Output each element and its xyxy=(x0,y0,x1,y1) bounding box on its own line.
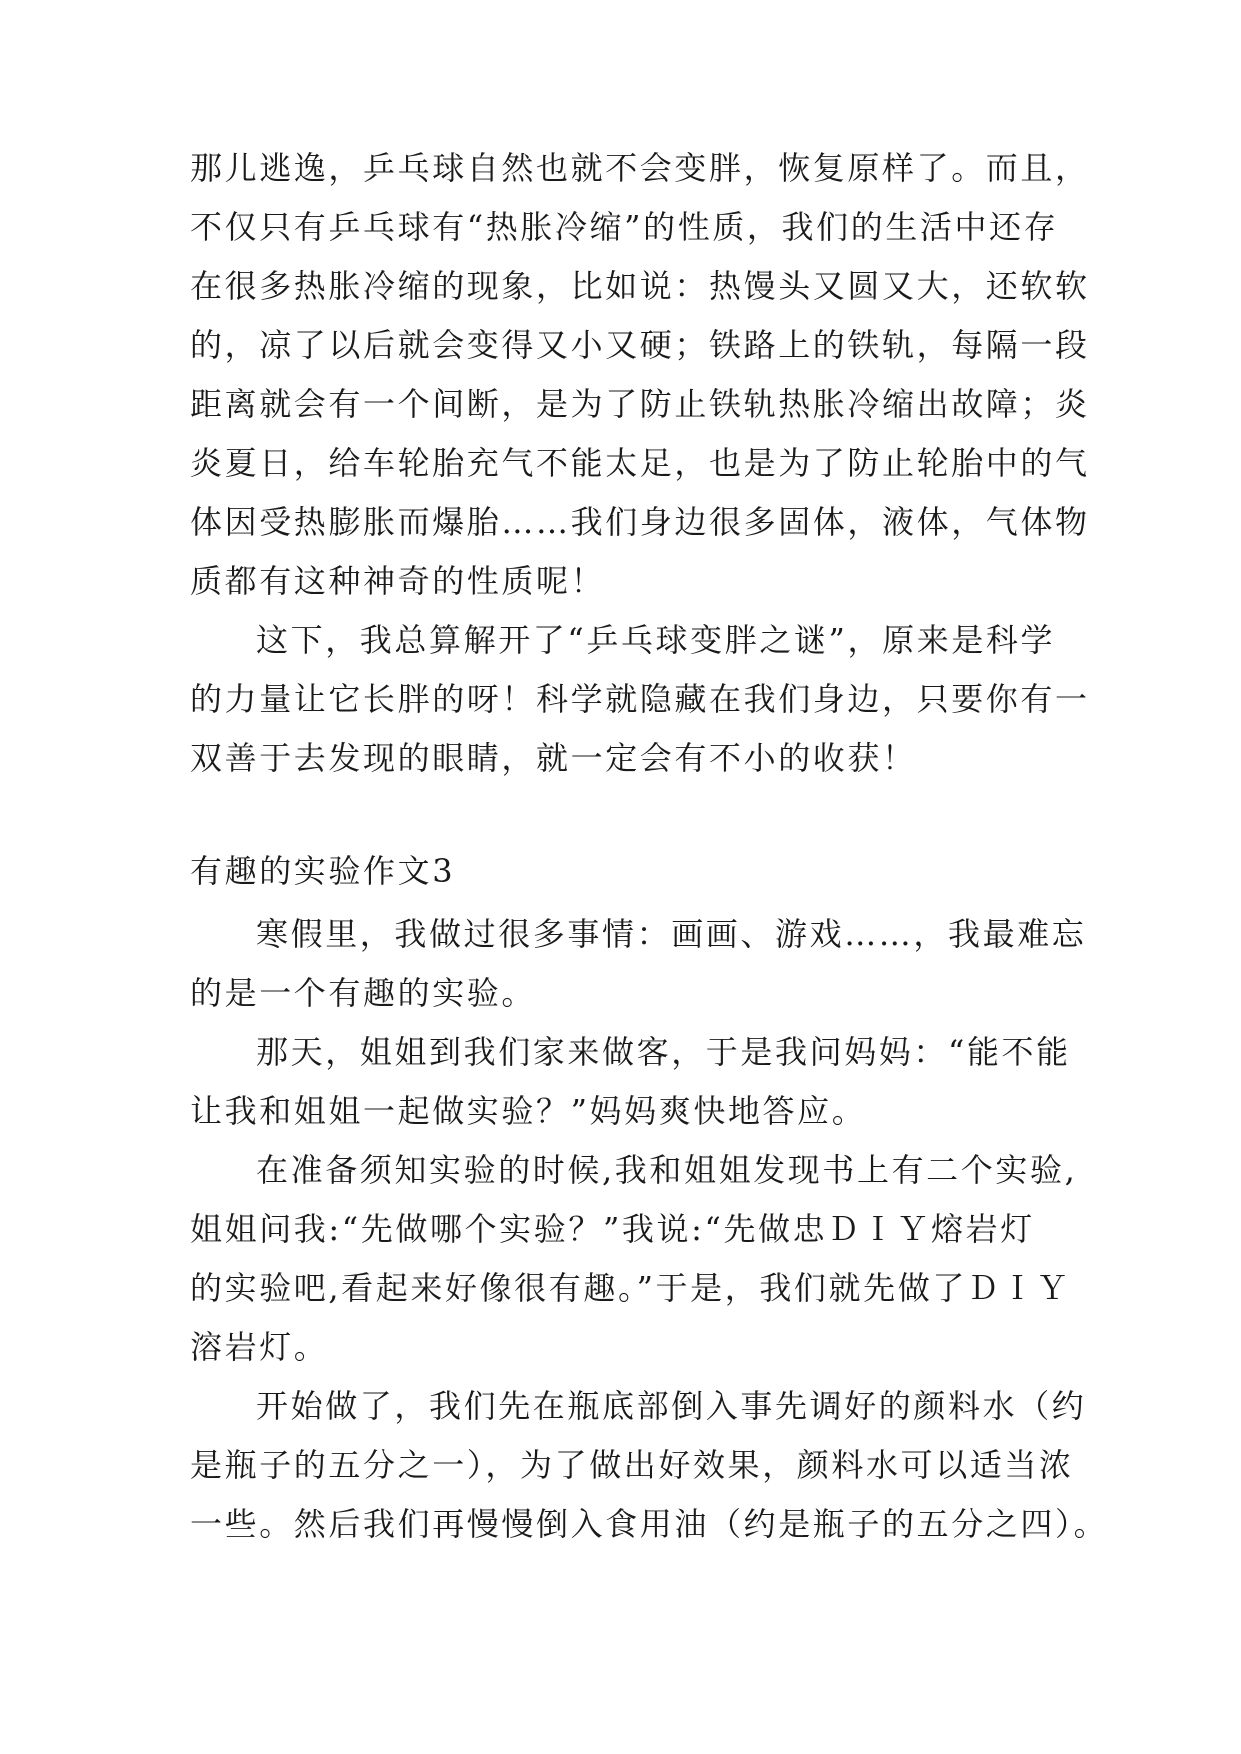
paragraph-line: 让我和姐姐一起做实验？”妈妈爽快地答应。 xyxy=(190,1092,867,1130)
paragraph-line: 体因受热膨胀而爆胎……我们身边很多固体，液体，气体物 xyxy=(190,503,1090,541)
paragraph-line: 质都有这种神奇的性质呢！ xyxy=(190,562,606,600)
paragraph-line: 距离就会有一个间断，是为了防止铁轨热胀冷缩出故障；炎 xyxy=(190,385,1090,423)
paragraph-line: 双善于去发现的眼睛，就一定会有不小的收获！ xyxy=(190,739,917,777)
paragraph-line: 寒假里，我做过很多事情：画画、游戏……，我最难忘 xyxy=(256,915,1087,953)
paragraph-line: 是瓶子的五分之一），为了做出好效果，颜料水可以适当浓 xyxy=(190,1446,1074,1484)
paragraph-line: 炎夏日，给车轮胎充气不能太足，也是为了防止轮胎中的气 xyxy=(190,444,1090,482)
paragraph-line: 在准备须知实验的时候,我和姐姐发现书上有二个实验, xyxy=(256,1151,1078,1189)
paragraph-line: 不仅只有乒乓球有“热胀冷缩”的性质，我们的生活中还存 xyxy=(190,208,1059,246)
paragraph-line: 的力量让它长胖的呀！科学就隐藏在我们身边，只要你有一 xyxy=(190,680,1090,718)
paragraph-line: 一些。然后我们再慢慢倒入食用油（约是瓶子的五分之四）。 xyxy=(190,1505,1109,1543)
paragraph-line: 开始做了，我们先在瓶底部倒入事先调好的颜料水（约 xyxy=(256,1387,1087,1425)
paragraph-line: 的，凉了以后就会变得又小又硬；铁路上的铁轨，每隔一段 xyxy=(190,326,1090,364)
paragraph-line: 在很多热胀冷缩的现象，比如说：热馒头又圆又大，还软软 xyxy=(190,267,1090,305)
paragraph-line: 那天，姐姐到我们家来做客，于是我问妈妈：“能不能 xyxy=(256,1033,1071,1071)
paragraph-line: 的实验吧,看起来好像很有趣。”于是，我们就先做了ＤＩＹ xyxy=(190,1269,1071,1307)
paragraph-line: 的是一个有趣的实验。 xyxy=(190,974,537,1012)
paragraph-line: 溶岩灯。 xyxy=(190,1328,329,1366)
paragraph-line: 那儿逃逸，乒乓球自然也就不会变胖，恢复原样了。而且， xyxy=(190,149,1090,187)
section-heading: 有趣的实验作文3 xyxy=(190,852,456,890)
paragraph-line: 这下，我总算解开了“乒乓球变胖之谜”，原来是科学 xyxy=(256,621,1056,659)
paragraph-line: 姐姐问我:“先做哪个实验？”我说:“先做忠ＤＩＹ熔岩灯 xyxy=(190,1210,1035,1248)
